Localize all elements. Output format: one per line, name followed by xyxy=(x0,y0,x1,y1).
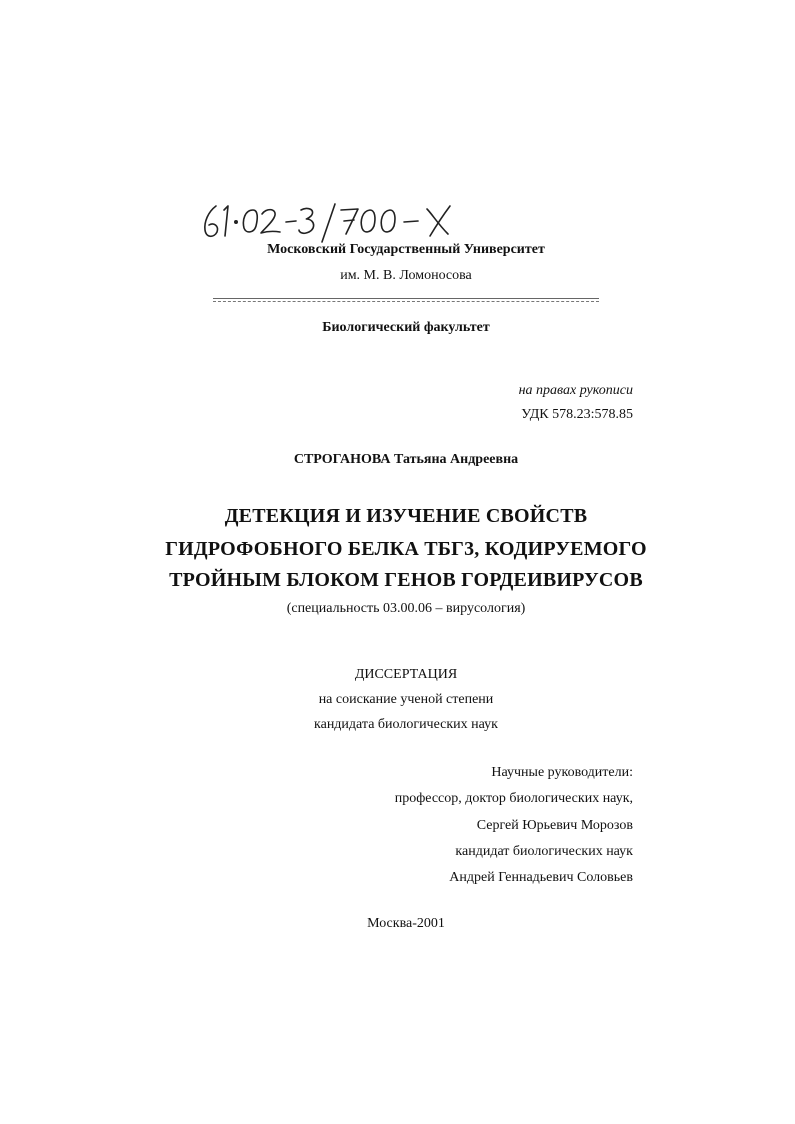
rights-note: на правах рукописи xyxy=(518,383,633,398)
supervisor-line-2: Сергей Юрьевич Морозов xyxy=(476,818,633,833)
specialty: (специальность 03.00.06 – вирусология) xyxy=(286,601,526,616)
named-after: им. М. В. Ломоносова xyxy=(340,268,472,283)
title-line-1: ДЕТЕКЦИЯ И ИЗУЧЕНИЕ СВОЙСТВ xyxy=(224,505,588,527)
faculty-name: Биологический факультет xyxy=(322,320,490,335)
degree-line-2: кандидата биологических наук xyxy=(314,717,498,732)
supervisor-line-4: Андрей Геннадьевич Соловьев xyxy=(449,870,633,885)
header-divider-dashed xyxy=(213,301,599,302)
title-line-3: ТРОЙНЫМ БЛОКОМ ГЕНОВ ГОРДЕИВИРУСОВ xyxy=(169,569,643,591)
handwritten-archive-number xyxy=(198,196,498,248)
supervisor-line-1: профессор, доктор биологических наук, xyxy=(394,791,633,806)
supervisor-line-3: кандидат биологических наук xyxy=(455,844,633,859)
university-name: Московский Государственный Университет xyxy=(267,242,545,257)
document-type: ДИССЕРТАЦИЯ xyxy=(354,667,458,682)
degree-line-1: на соискание ученой степени xyxy=(318,692,494,707)
city-year: Москва-2001 xyxy=(367,916,445,931)
title-line-2: ГИДРОФОБНОГО БЕЛКА ТБГ3, КОДИРУЕМОГО xyxy=(165,538,647,560)
header-divider xyxy=(213,298,599,299)
udk-code: УДК 578.23:578.85 xyxy=(521,407,633,422)
supervisors-heading: Научные руководители: xyxy=(491,765,633,780)
author-name: СТРОГАНОВА Татьяна Андреевна xyxy=(293,452,519,467)
